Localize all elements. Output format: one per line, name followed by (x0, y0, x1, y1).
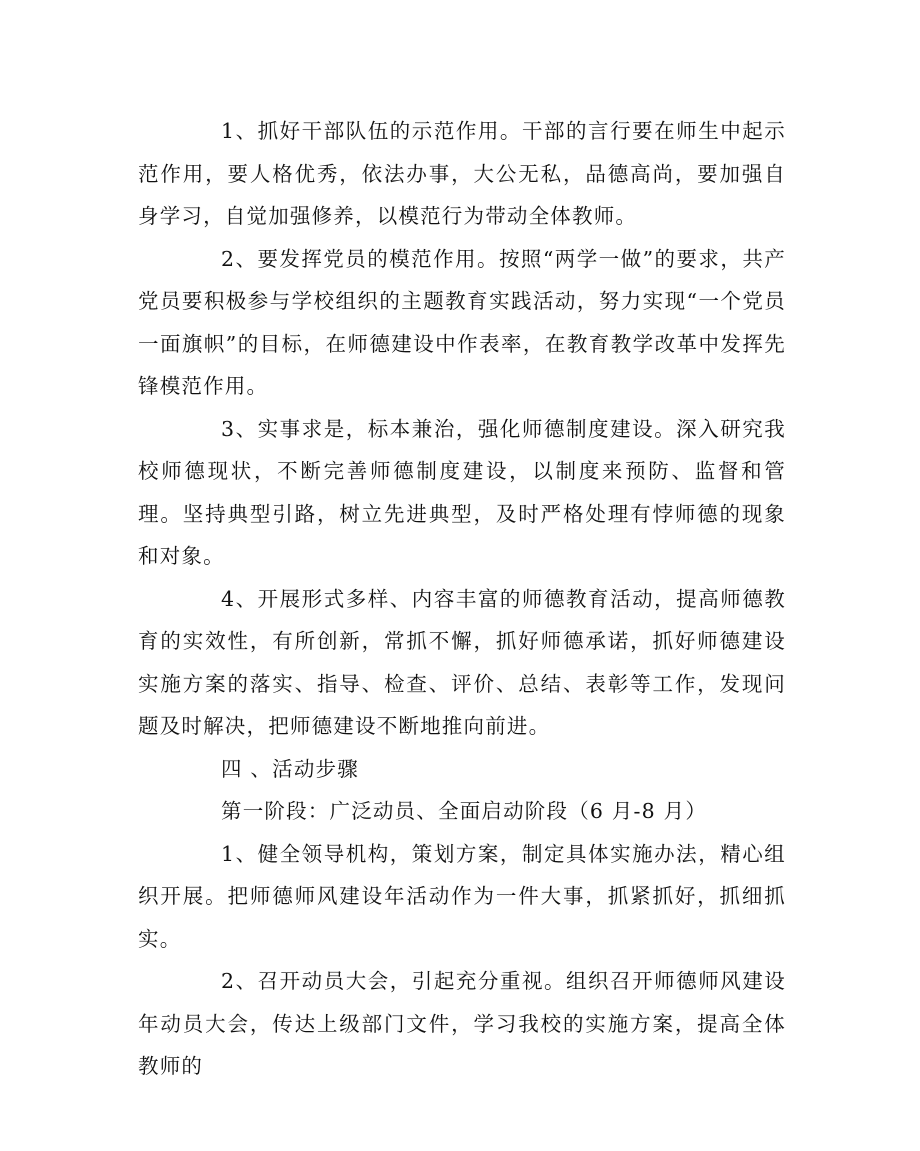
paragraph-system-building: 3、实事求是，标本兼治，强化师德制度建设。深入研究我校师德现状，不断完善师德制度建设，以制度来预防、监督和管理。坚持典型引路，树立先进典型，及时严格处理有悖师德的现象和对象。 (138, 416, 786, 568)
paragraph-leadership-setup: 1、健全领导机构，策划方案，制定具体实施办法，精心组织开展。把师德师风建设年活动作为一件大事，抓紧抓好，抓细抓实。 (138, 841, 786, 951)
stage-heading-phase-one: 第一阶段：广泛动员、全面启动阶段（6 月-8 月） (221, 799, 708, 823)
section-heading-activity-steps: 四 、活动步骤 (221, 756, 359, 781)
paragraph-cadre-role: 1、抓好干部队伍的示范作用。干部的言行要在师生中起示范作用，要人格优秀，依法办事，大公无私，品德高尚，要加强自身学习，自觉加强修养，以模范行为带动全体教师。 (138, 119, 786, 228)
paragraph-education-activities: 4、开展形式多样、内容丰富的师德教育活动，提高师德教育的实效性，有所创新，常抓不懈，抓好师德承诺，抓好师德建设实施方案的落实、指导、检查、评价、总结、表彰等工作，发现问题及时解决，把师德建设不断地推向前进。 (138, 586, 786, 738)
document-body (138, 110, 786, 1088)
paragraph-party-member-role: 2、要发挥党员的模范作用。按照“两学一做”的要求，共产党员要积极参与学校组织的主题教育实践活动，努力实现“一个党员一面旗帜”的目标，在师德建设中作表率，在教育教学改革中发挥先锋模范作用。 (138, 246, 786, 398)
paragraph-mobilization-meeting: 2、召开动员大会，引起充分重视。组织召开师德师风建设年动员大会，传达上级部门文件，学习我校的实施方案，提高全体教师的 (138, 969, 786, 1078)
